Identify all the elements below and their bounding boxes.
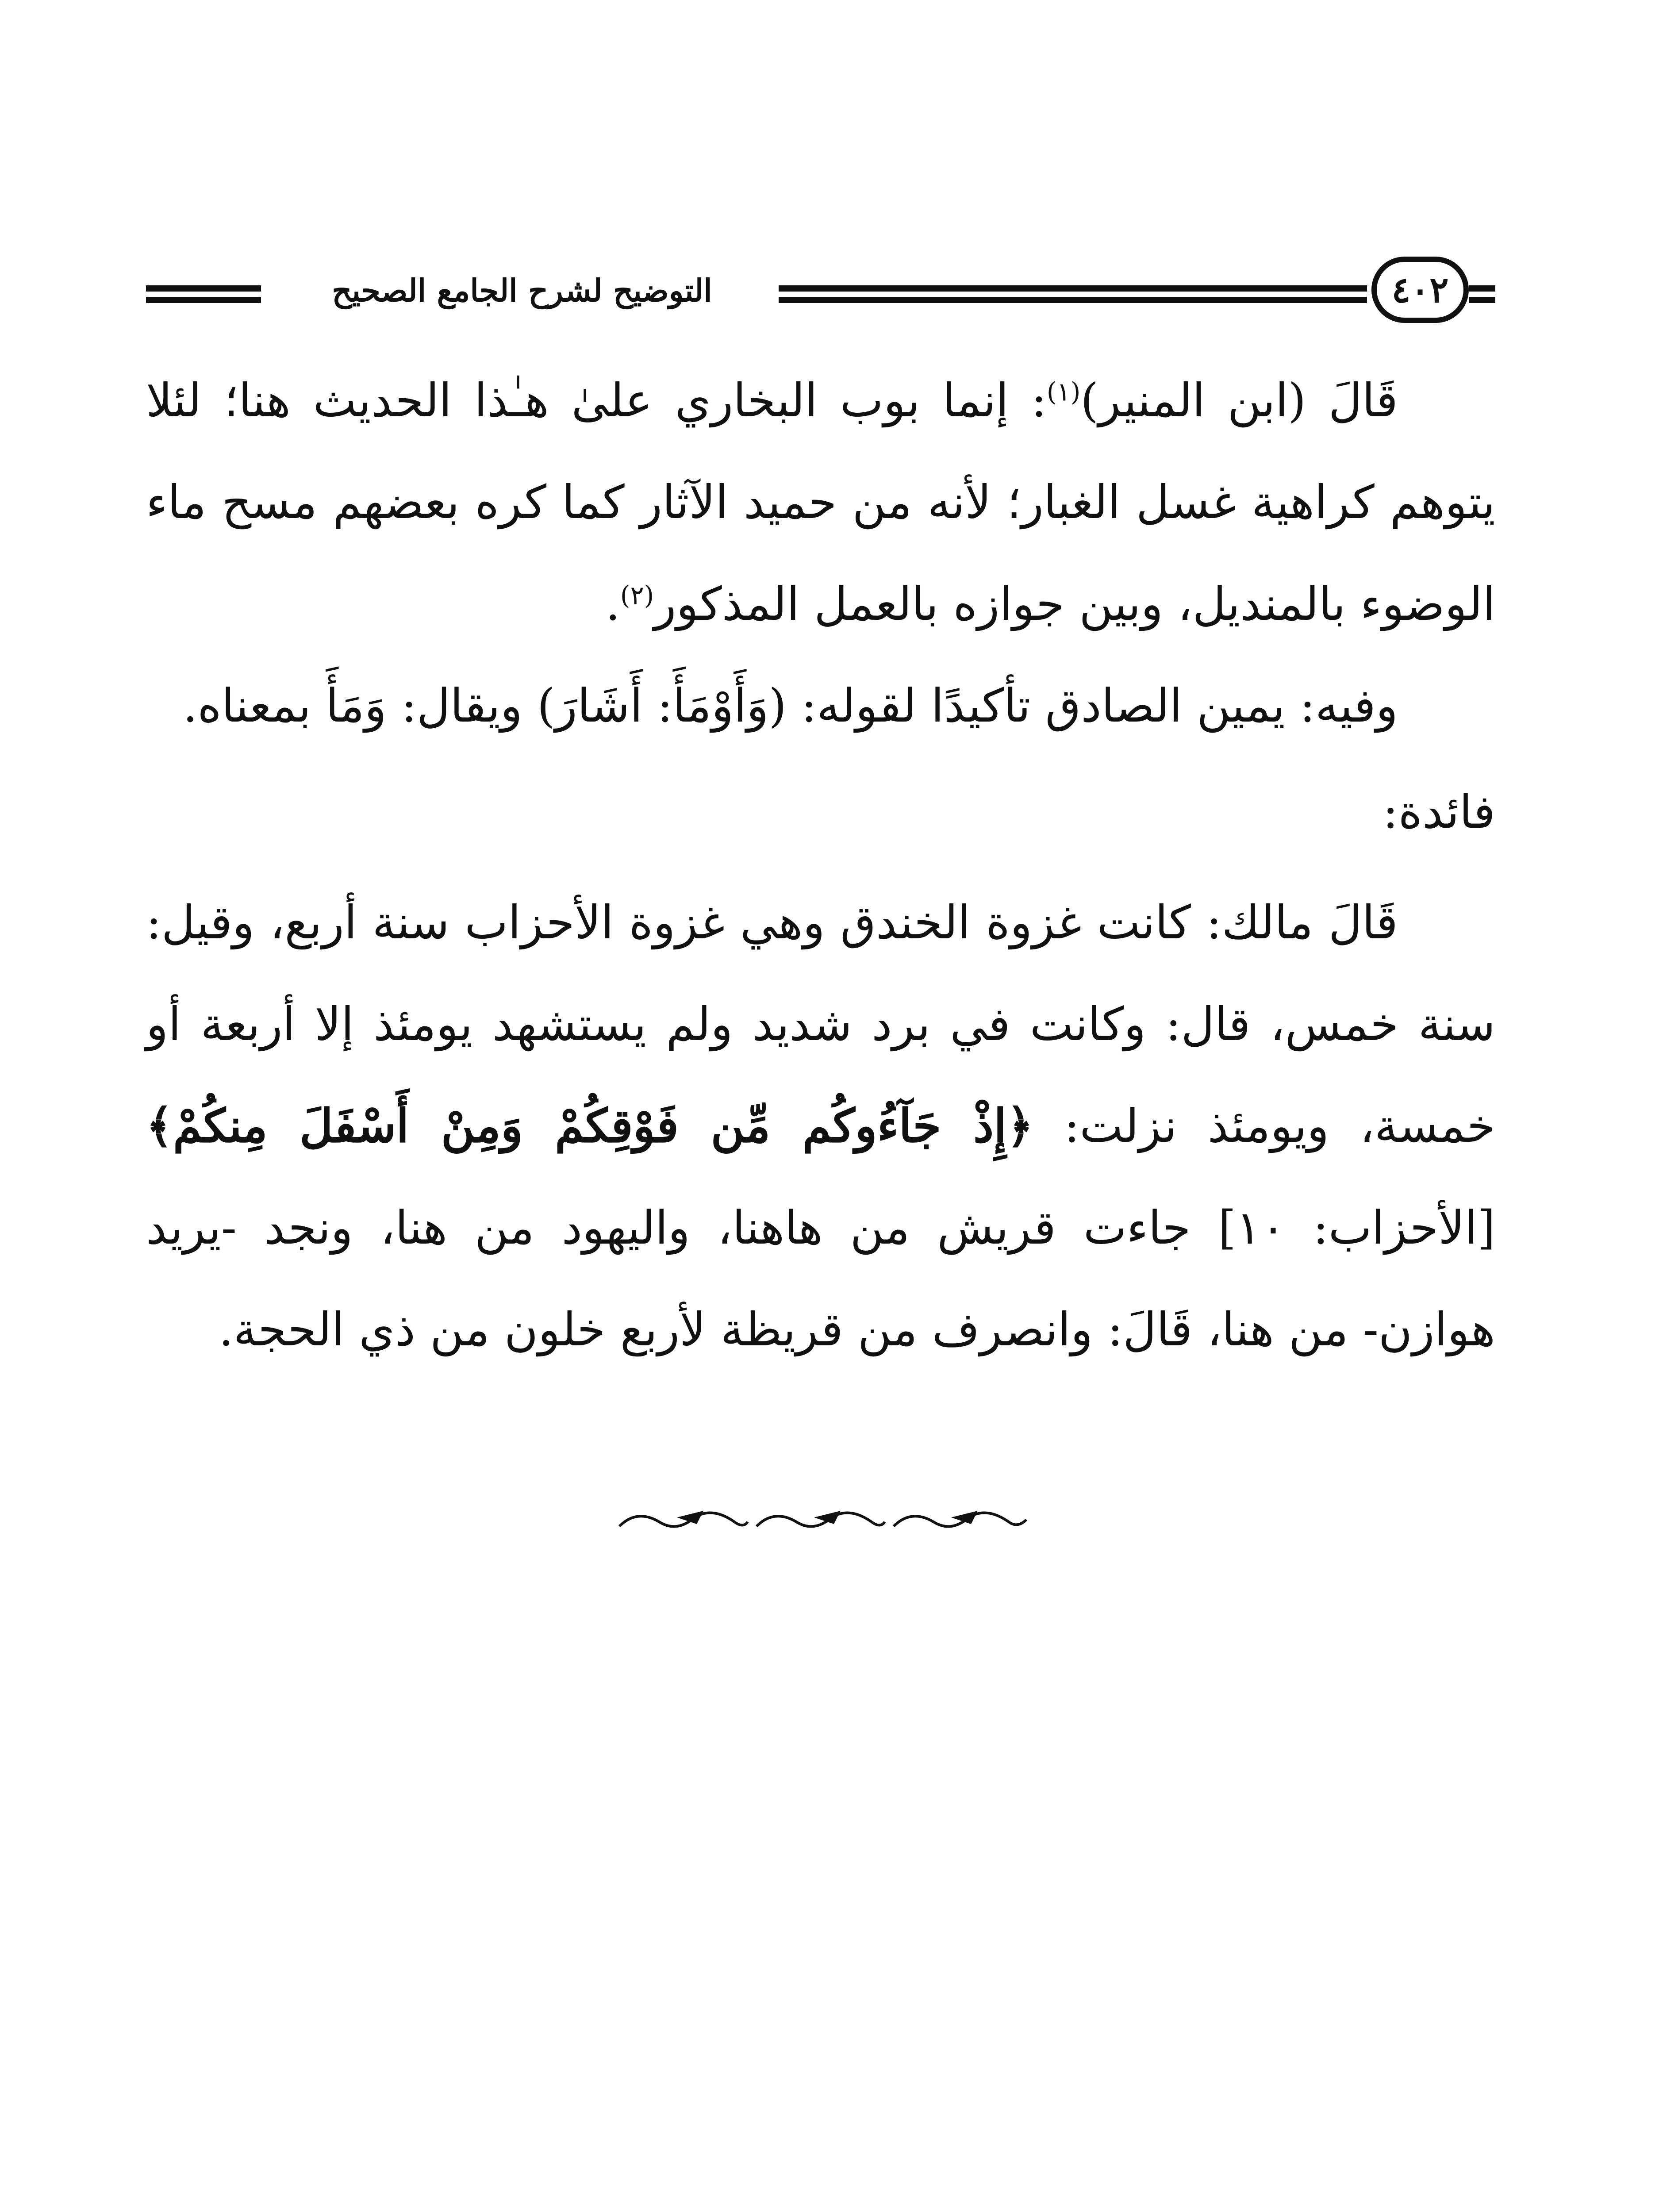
header-rule-right [1469,285,1495,303]
paragraph-1-start: قَالَ (ابن المنير) [1080,373,1398,427]
footnote-ref-2: (٢) [620,580,654,611]
paragraph-1 [146,349,1495,655]
note-label: فائدة: [1382,785,1495,839]
running-title: التوضيح لشرح الجامع الصحيح [332,272,712,309]
paragraph-1-end: . [605,577,620,631]
main-text [146,349,1495,1380]
page-header [146,252,1495,332]
paragraph-3-end: [الأحزاب: ١٠] جاءت قريش من هاهنا، واليهود من هنا، ونجد -يريد هوازن- من هنا، قَالَ: وانصرف من قريظة لأربع خلون من ذي الحجة. [146,1201,1495,1356]
header-rule-middle [779,285,1367,303]
paragraph-3-start: قَالَ مالك: كانت غزوة الخندق وهي غزوة الأحزاب سنة أربع، وقيل: سنة خمس، قال: وكانت في برد شديد ولم يستشهد يومئذ إلا أربعة أو خمسة، ويومئذ نزلت: [146,895,1496,1153]
paragraph-3 [146,872,1495,1380]
header-rule-left [146,285,261,303]
paragraph-1-middle: : إنما بوب البخاري علىٰ هـٰذا الحديث هنا؛ لئلا يتوهم كراهية غسل الغبار؛ لأنه من حميد الآثار كما كره بعضهم مسح ماء الوضوء بالمنديل، وبين جوازه بالعمل المذكور [146,373,1495,631]
page-number: ٤٠٢ [1391,269,1449,311]
section-ornament [611,1500,1035,1540]
page-number-badge [1371,257,1469,323]
paragraph-2: وفيه: يمين الصادق تأكيدًا لقوله: (وَأَوْمَأَ: أَشَارَ) ويقال: وَمَأَ بمعناه. [183,679,1398,733]
quran-quote: ﴿إِذْ جَآءُوكُم مِّن فَوْقِكُمْ وَمِنْ أَسْفَلَ مِنكُمْ﴾ [146,1098,1034,1153]
footnote-ref-1: (١) [1046,376,1081,407]
